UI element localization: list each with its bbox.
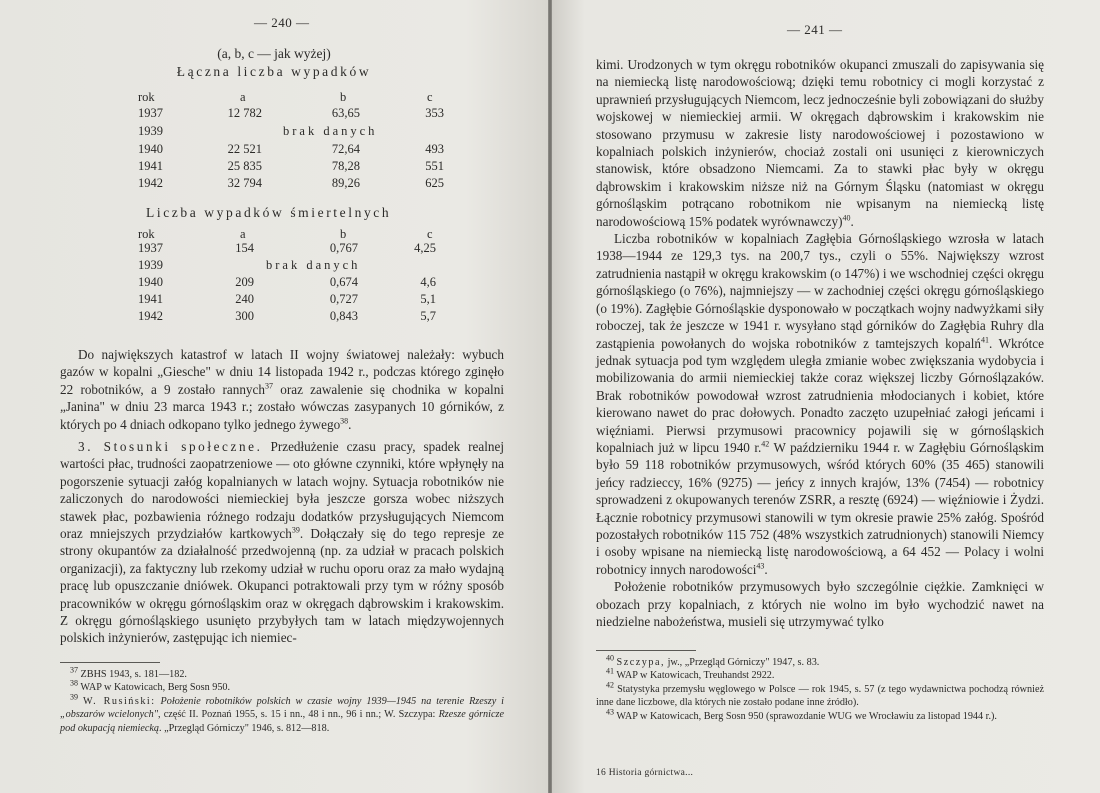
- footnote-divider: [596, 650, 696, 651]
- table1-cell-c: 493: [425, 142, 444, 156]
- table2-cell-b: 0,727: [329, 292, 358, 306]
- table2-cell-b: 0,767: [329, 241, 358, 255]
- left-body-text-2: [60, 438, 504, 647]
- right-body-text: [596, 56, 1044, 630]
- footnote: $^{39}$ W. Rusiński: Położenie robotników polskich w czasie wojny 1939—1945 na terenie Rzeszy i „obszarów wcielonych", część II. Poznań 1955, s. 15 i nn., 48 i nn., 96 i nn.; W. Szczypa: Rzesze górnicze pod okupacją niemiecką. „Przegląd Górniczy" 1946, s. 812—818.: [60, 692, 504, 734]
- left-page: [0, 0, 548, 793]
- right-page: [552, 0, 1100, 793]
- left-body-text-1: [60, 346, 504, 433]
- table2-cell-c: 4,6: [420, 275, 436, 289]
- paragraph-continuation: kimi. Urodzonych w tym okręgu robotników okupanci zmuszali do zapisywania się na niemiecką listę narodowościową; dzięki temu robotnicy ci mogli korzystać z uprawnień przysługujących Niemcom, lecz jednocześnie byli zobowiązani do służby wojskowej w niemieckiej armii. W okręgach dąbrowskim i krakowskim nie stosowano przymusu w zakresie listy narodowościowej i pozostawiono w kopalniach polskich inżynierów, chociaż zostali oni usunięci z kierowniczych stanowisk, które obsadzono Niemcami. Za to stawki płac były w okręgu dąbrowskim i krakowskim niższe niż na Górnym Śląsku (natomiast w okręgu górnośląskim potrącano robotnikom nie wpisanym na niemiecką listę narodowościową 15% podatek wyrównawczy)$^{40}$.: [596, 57, 1044, 229]
- footnote: $^{38}$ WAP w Katowicach, Berg Sosn 950.: [70, 679, 231, 694]
- footnote: $^{42}$ Statystyka przemysłu węglowego w Polsce — rok 1945, s. 57 (z tego wydawnictwa pochodzą również inne dane liczbowe, dla których nie zostało podane inne źródło).: [596, 680, 1045, 709]
- table1-no-data: brak danych: [283, 124, 378, 138]
- table2-row: [0, 292, 548, 309]
- table2-cell-c: 5,1: [420, 292, 436, 306]
- footnote-ref: 40: [842, 213, 851, 223]
- table1-header-a: a: [240, 90, 246, 104]
- table1-row: [0, 176, 548, 193]
- table1-row: [0, 124, 548, 141]
- table1-row: [0, 142, 548, 159]
- table1-header: [0, 90, 548, 107]
- table1-title: Łączna liczba wypadków: [176, 64, 372, 79]
- table2-row: [0, 241, 548, 258]
- table2-cell-rok: 1942: [138, 309, 163, 323]
- footnote-ref: 43: [756, 561, 765, 571]
- table2-title: Liczba wypadków śmiertelnych: [146, 205, 392, 220]
- table2-cell-a: 240: [235, 292, 254, 306]
- table1-cell-b: 72,64: [331, 142, 360, 156]
- table2-cell-rok: 1940: [138, 275, 163, 289]
- table1-cell-b: 89,26: [331, 176, 360, 190]
- footnote: $^{41}$ WAP w Katowicach, Treuhandst 2922.: [606, 667, 775, 682]
- paragraph-disasters: Do największych katastrof w latach II wojny światowej należały: wybuch gazów w kopalni „Giesche" w dniu 14 listopada 1942 r., podczas którego zginęło 22 robotników, a 9 zostało rannych$^{37}$ oraz zawalenie się chodnika w kopalni „Janina" w dniu 23 marca 1943 r.; zostało wówczas zasypanych 10 górników, z których po 4 dniach odkopano tylko jednego żywego$^{38}$.: [60, 347, 504, 432]
- footnote-divider: [60, 662, 160, 663]
- table2-header-rok: rok: [138, 227, 155, 241]
- table1-row: [0, 106, 548, 123]
- table1-cell-a: 25 835: [227, 159, 262, 173]
- table2-header-b: b: [340, 227, 347, 241]
- section-heading: 3. Stosunki społeczne.: [78, 439, 263, 454]
- footnote: $^{37}$ ZBHS 1943, s. 181—182.: [70, 665, 187, 680]
- table1-row: [0, 159, 548, 176]
- table2-row: [0, 258, 548, 275]
- table2-cell-a: 300: [235, 309, 254, 323]
- table2-cell-a: 209: [235, 275, 254, 289]
- table1-cell-b: 78,28: [331, 159, 360, 173]
- footnote: $^{40}$ Szczypa, jw., „Przegląd Górniczy" 1947, s. 83.: [606, 653, 820, 668]
- right-footnotes: [596, 653, 1045, 723]
- table1-cell-b: 63,65: [331, 106, 360, 120]
- table2-cell-rok: 1939: [138, 258, 163, 272]
- table2-cell-rok: 1941: [138, 292, 163, 306]
- table2-cell-rok: 1937: [138, 241, 163, 255]
- table2-row: [0, 309, 548, 326]
- footnote-ref: 42: [761, 439, 770, 449]
- table2-row: [0, 275, 548, 292]
- table1-cell-a: 12 782: [227, 106, 262, 120]
- paragraph-workforce: Liczba robotników w kopalniach Zagłębia Górnośląskiego wzrosła w latach 1938—1944 ze 129,3 tys. na 200,7 tys., czyli o 55%. Największy wzrost zatrudnienia nastąpił w okręgu krakowskim (o 147%) i we wschodniej części okręgu górnośląskiego (o 76%), najmniejszy — w zachodniej części okręgu górnośląskiego (o 19%). Zagłębie Górnośląskie dysponowało w początkach wojny nadwyżkami siły roboczej, tak że jeszcze w 1941 r. wysyłano stąd górników do Zagłębia Ruhry dla zastąpienia powołanych do wojska robotników z tamtejszych kopalń$^{41}$. Wkrótce jednak sytuacja pod tym względem uległa zmianie wobec zwiększania wydobycia i mobilizowania do armii niemieckiej także coraz większej liczby Górnoślązaków. Brak robotników powodował wzrost zatrudnienia młodocianych i kobiet, które kierowano nawet do prac dołowych. Ponadto zaczęto uzupełniać załogi jeńcami i więźniami. Pierwsi przymusowi pracownicy pojawili się w górnośląskich kopalniach już w lipcu 1940 r.$^{42}$ W październiku 1944 r. w Zagłębiu Górnośląskim było 59 118 robotników przymusowych, wśród których 60% (35 465) stanowili jeńcy radzieccy, 16% (9275) — jeńcy z innych krajów, 13% (7454) — robotnicy sprowadzeni z okupowanych terenów ZSRR, a resztę (6924) — więźniowie i Żydzi. Łącznie robotnicy przymusowi stanowili w tym okresie prawie 25% załóg. Spośród pozostałych robotników 115 752 (48% wszystkich zatrudnionych) stanowili Niemcy i osoby wpisane na niemiecką listę narodowościową, a 64 452 — Polacy i wolni robotnicy innych narodowości$^{43}$.: [596, 231, 1044, 577]
- table1-cell-rok: 1941: [138, 159, 163, 173]
- table1-cell-a: 22 521: [227, 142, 262, 156]
- table2-cell-a: 154: [235, 241, 254, 255]
- left-page-number: — 240 —: [254, 15, 310, 30]
- table1-cell-c: 625: [425, 176, 444, 190]
- table2-cell-b: 0,674: [329, 275, 358, 289]
- table2-cell-c: 5,7: [420, 309, 436, 323]
- footnote: $^{43}$ WAP w Katowicach, Berg Sosn 950 (sprawozdanie WUG we Wrocławiu za listopad 1944 r.).: [606, 707, 997, 722]
- table1-cell-rok: 1940: [138, 142, 163, 156]
- left-footnotes: [60, 665, 504, 735]
- table1-header-c: c: [427, 90, 433, 104]
- table1-header-b: b: [340, 90, 347, 104]
- table1-cell-c: 551: [425, 159, 444, 173]
- footnote-ref: 39: [291, 525, 300, 535]
- table2-header-a: a: [240, 227, 246, 241]
- right-page-number: — 241 —: [787, 22, 843, 37]
- paragraph-forced-labour: Położenie robotników przymusowych było szczególnie ciężkie. Zamknięci w obozach przy kopalniach, z których nie wolno im było wychodzić nawet na niedzielne nabożeństwa, musieli się utrzymywać tylko: [596, 579, 1044, 629]
- footnote-ref: 41: [980, 335, 989, 345]
- table2-cell-c: 4,25: [414, 241, 436, 255]
- table2-no-data: brak danych: [266, 258, 361, 272]
- table1-note: (a, b, c — jak wyżej): [217, 46, 331, 61]
- signature-mark: 16 Historia górnictwa...: [596, 768, 694, 778]
- table1-header-rok: rok: [138, 90, 155, 104]
- table2-cell-b: 0,843: [329, 309, 358, 323]
- paragraph-social-relations: 3. Stosunki społeczne. Przedłużenie czasu pracy, spadek realnej wartości płac, trudności zaopatrzeniowe — oto główne czynniki, które wpłynęły na pogorszenie sytuacji załóg kopalnianych w latach wojny. Sytuacja robotników nie zaliczonych do narodowości niemieckiej była jeszcze gorsza wobec niższych stawek płac, pozbawienia różnego rodzaju dodatków przysługujących Niemcom oraz mniejszych przydziałów kartkowych$^{39}$. Dołączały się do tego represje ze strony okupantów za działalność przedwojenną (np. za udział w pracach polskich organizacji), za faktyczny lub rzekomy udział w ruchu oporu oraz za mało wydajną pracę lub opuszczanie dniówek. Okupanci potraktowali przy tym w różny sposób pracowników w okręgu górnośląskim oraz w okręgach dąbrowskim i krakowskim. Z okręgu górnośląskiego usunięto przybyłych tam w latach międzywojennych polskich inżynierów, zastępując ich niemiec-: [60, 439, 505, 646]
- footnote-ref: 37: [264, 381, 273, 391]
- table1-cell-a: 32 794: [227, 176, 262, 190]
- table1-cell-rok: 1942: [138, 176, 163, 190]
- table1-cell-rok: 1937: [138, 106, 163, 120]
- table1-cell-rok: 1939: [138, 124, 163, 138]
- table2-header-c: c: [427, 227, 433, 241]
- footnote-ref: 38: [340, 416, 349, 426]
- table1-cell-c: 353: [425, 106, 444, 120]
